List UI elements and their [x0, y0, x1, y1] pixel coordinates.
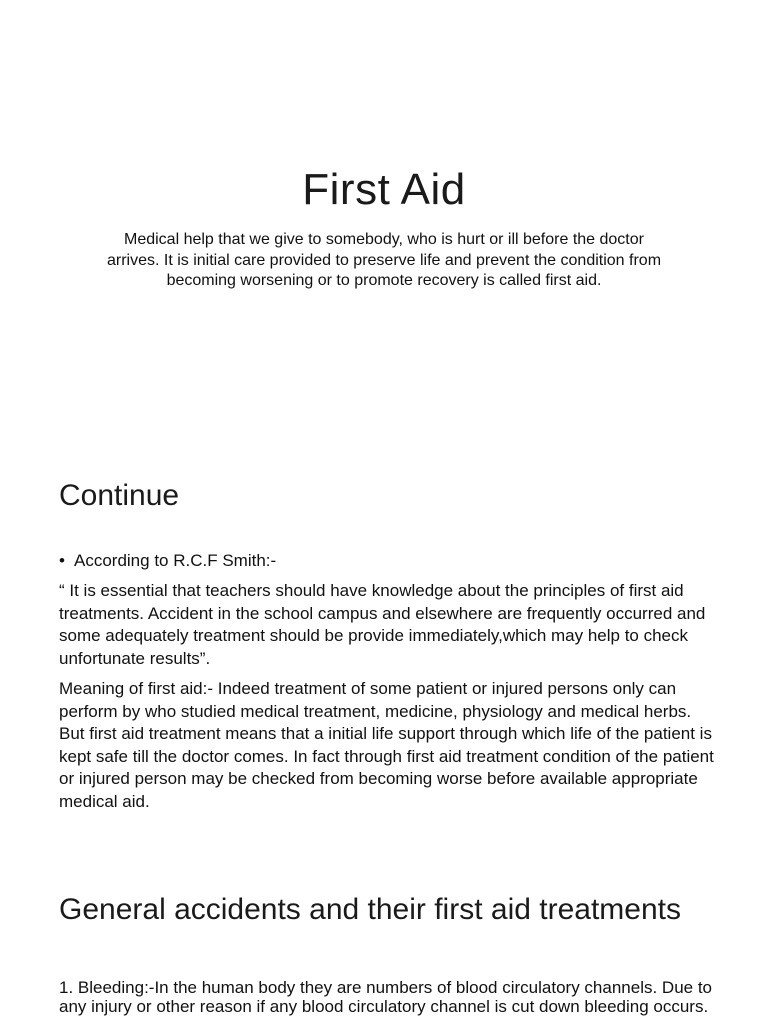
slide-continue [0, 432, 768, 864]
bullet-icon: • [59, 551, 65, 570]
page-title: First Aid [302, 165, 466, 214]
meaning-paragraph: Meaning of first aid:- Indeed treatment of some patient or injured persons only can perform by who studied medical treatment, medicine, physiology and medical herbs. But first aid treatment means that a initial life support through which life of the patient is kept safe till the doctor comes. In fact through first aid treatment condition of the patient or injured person may be checked from becoming worse before available appropriate medical aid. [59, 679, 714, 811]
quote-paragraph: “ It is essential that teachers should have knowledge about the principles of first aid treatments. Accident in the school campus and elsewhere are frequently occurred and some adequately treatment should be provide immediately,which may help to check unfortunate results”. [59, 581, 706, 668]
definition-paragraph: Medical help that we give to somebody, who is hurt or ill before the doctor arrives. It is initial care provided to preserve life and prevent the condition from becoming worsening or to promote recovery is called first aid. [106, 231, 662, 289]
slide-title [0, 0, 768, 432]
section-heading-continue: Continue [59, 479, 180, 512]
bleeding-paragraph: 1. Bleeding:-In the human body they are numbers of blood circulatory channels. Due to any injury or other reason if any blood circulatory channel is cut down bleeding occurs. [59, 978, 712, 1016]
bullet-item [59, 550, 276, 572]
bullet-text: According to R.C.F Smith:- [74, 551, 277, 570]
slide-general-accidents [0, 864, 768, 1024]
section-heading-general-accidents: General accidents and their first aid treatments [59, 893, 681, 926]
